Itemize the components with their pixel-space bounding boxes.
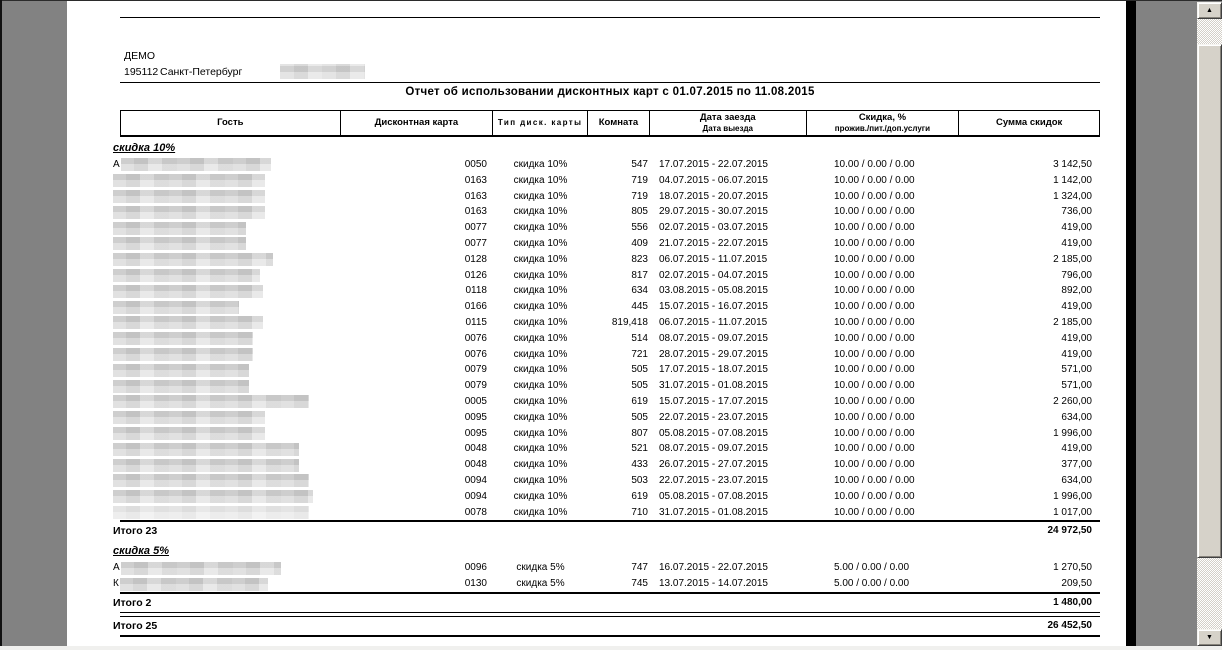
guest-name-redacted — [113, 206, 265, 219]
section-total-row — [113, 520, 1100, 540]
column-header-label: прожив./пит./доп.услуги — [834, 124, 931, 133]
sum-cell: 1 996,00 — [1053, 427, 1092, 439]
column-header-room — [588, 111, 650, 135]
guest-name-redacted — [113, 380, 249, 393]
dates-cell: 15.07.2015 - 16.07.2015 — [659, 301, 768, 313]
guest-name-redacted — [113, 285, 263, 298]
guest-name-cell — [113, 457, 333, 473]
dates-cell: 08.07.2015 - 09.07.2015 — [659, 332, 768, 344]
dates-cell: 17.07.2015 - 18.07.2015 — [659, 364, 768, 376]
table-row — [120, 394, 1100, 410]
room-cell: 619 — [631, 490, 648, 502]
card-type-cell: скидка 10% — [513, 474, 568, 486]
column-header-dates — [650, 111, 807, 135]
card-number-cell: 0163 — [464, 190, 487, 202]
dates-cell: 08.07.2015 - 09.07.2015 — [659, 443, 768, 455]
guest-name-redacted — [113, 395, 309, 408]
sum-cell: 634,00 — [1061, 411, 1092, 423]
discount-cell: 10.00 / 0.00 / 0.00 — [834, 174, 915, 186]
discount-cell: 10.00 / 0.00 / 0.00 — [834, 427, 915, 439]
discount-cell: 10.00 / 0.00 / 0.00 — [834, 411, 915, 423]
card-type-cell: скидка 10% — [513, 348, 568, 360]
sum-cell: 2 260,00 — [1053, 395, 1092, 407]
card-number-cell: 0118 — [465, 285, 487, 297]
org-zip: 195112 — [124, 66, 159, 78]
scrollbar-up-button[interactable] — [1197, 2, 1222, 19]
card-number-cell: 0096 — [464, 562, 487, 574]
card-number-cell: 0166 — [464, 301, 487, 313]
card-number-cell: 0050 — [464, 159, 487, 170]
sum-cell: 377,00 — [1061, 459, 1092, 471]
discount-cell: 10.00 / 0.00 / 0.00 — [834, 253, 915, 265]
table-row — [120, 426, 1100, 442]
card-number-cell: 0163 — [464, 206, 487, 218]
guest-name-redacted — [113, 364, 249, 377]
table-row — [120, 173, 1100, 189]
card-number-cell: 0095 — [464, 427, 487, 439]
dates-cell: 17.07.2015 - 22.07.2015 — [659, 159, 768, 170]
dates-cell: 26.07.2015 - 27.07.2015 — [659, 459, 768, 471]
table-body — [113, 137, 1100, 613]
guest-name-cell — [113, 189, 333, 205]
guest-name-redacted — [113, 348, 253, 361]
card-number-cell: 0079 — [464, 364, 487, 376]
dates-cell: 18.07.2015 - 20.07.2015 — [659, 190, 768, 202]
card-number-cell: 0079 — [464, 380, 487, 392]
sum-cell: 1 324,00 — [1053, 190, 1092, 202]
dates-cell: 22.07.2015 - 23.07.2015 — [659, 411, 768, 423]
card-type-cell: скидка 10% — [513, 427, 568, 439]
sum-cell: 209,50 — [1061, 578, 1092, 590]
discount-cell: 10.00 / 0.00 / 0.00 — [834, 364, 915, 376]
dates-cell: 31.07.2015 - 01.08.2015 — [659, 380, 768, 392]
table-row — [120, 457, 1100, 473]
card-type-cell: скидка 10% — [513, 443, 568, 455]
room-cell: 747 — [631, 562, 648, 574]
sum-cell: 419,00 — [1061, 301, 1092, 313]
table-row — [120, 378, 1100, 394]
column-header-label: Дата выезда — [702, 124, 753, 133]
section-total-sum: 24 972,50 — [1047, 525, 1092, 537]
table-row — [120, 236, 1100, 252]
discount-cell: 5.00 / 0.00 / 0.00 — [834, 562, 910, 574]
discount-cell: 5.00 / 0.00 / 0.00 — [834, 578, 910, 590]
dates-cell: 22.07.2015 - 23.07.2015 — [659, 474, 768, 486]
card-type-cell: скидка 10% — [513, 174, 568, 186]
column-header-label: Сумма скидок — [995, 117, 1063, 128]
table-row — [120, 410, 1100, 426]
guest-name-redacted — [113, 459, 299, 472]
sum-cell: 1 142,00 — [1053, 174, 1092, 186]
table-row — [120, 331, 1100, 347]
section-heading: скидка 10% — [113, 142, 176, 154]
guest-name-redacted — [113, 237, 246, 250]
guest-name-cell — [113, 441, 333, 457]
column-header-sum — [959, 111, 1099, 135]
org-divider-rule — [120, 82, 1100, 83]
report-title: Отчет об использовании дисконтных карт с 01.07.2015 по 11.08.2015 — [405, 86, 815, 98]
scrollbar-down-button[interactable] — [1197, 629, 1222, 646]
card-type-cell: скидка 10% — [513, 301, 568, 313]
room-cell: 514 — [631, 332, 648, 344]
guest-name-cell — [113, 489, 333, 505]
discount-cell: 10.00 / 0.00 / 0.00 — [834, 285, 915, 297]
table-row — [120, 252, 1100, 268]
guest-name-cell — [113, 252, 333, 268]
table-row — [113, 560, 1100, 576]
card-number-cell: 0005 — [464, 395, 487, 407]
table-row — [120, 189, 1100, 205]
dates-cell: 04.07.2015 - 06.07.2015 — [659, 174, 768, 186]
sum-cell: 419,00 — [1061, 237, 1092, 249]
room-cell: 721 — [631, 348, 648, 360]
guest-name-redacted — [113, 222, 246, 235]
column-header-label: Тип диск. карты — [497, 118, 583, 127]
guest-name-cell — [113, 236, 333, 252]
discount-cell: 10.00 / 0.00 / 0.00 — [834, 269, 915, 281]
guest-name-cell — [113, 268, 333, 284]
guest-name-cell — [113, 576, 333, 592]
table-row — [120, 220, 1100, 236]
card-type-cell: скидка 10% — [513, 395, 568, 407]
card-number-cell: 0048 — [464, 459, 487, 471]
card-type-cell: скидка 10% — [513, 380, 568, 392]
sum-cell: 796,00 — [1061, 269, 1092, 281]
discount-cell: 10.00 / 0.00 / 0.00 — [834, 490, 915, 502]
card-type-cell: скидка 10% — [513, 490, 568, 502]
card-type-cell: скидка 10% — [513, 190, 568, 202]
discount-cell: 10.00 / 0.00 / 0.00 — [834, 159, 915, 170]
discount-cell: 10.00 / 0.00 / 0.00 — [834, 459, 915, 471]
discount-cell: 10.00 / 0.00 / 0.00 — [834, 237, 915, 249]
guest-name-redacted — [121, 158, 271, 171]
table-header-row — [120, 110, 1100, 137]
table-row — [113, 157, 1100, 173]
room-cell: 556 — [631, 222, 648, 234]
table-row — [120, 268, 1100, 284]
card-number-cell: 0126 — [464, 269, 487, 281]
table-row — [120, 283, 1100, 299]
dates-cell: 05.08.2015 - 07.08.2015 — [659, 427, 768, 439]
room-cell: 619 — [631, 395, 648, 407]
room-cell: 505 — [631, 364, 648, 376]
dates-cell: 16.07.2015 - 22.07.2015 — [659, 562, 768, 574]
dates-cell: 15.07.2015 - 17.07.2015 — [659, 395, 768, 407]
guest-name-cell — [113, 473, 333, 489]
room-cell: 807 — [631, 427, 648, 439]
table-row — [120, 505, 1100, 521]
guest-name-cell — [113, 347, 333, 363]
room-cell: 505 — [631, 411, 648, 423]
guest-name-redacted — [113, 301, 239, 314]
table-row — [113, 576, 1100, 592]
room-cell: 823 — [631, 253, 648, 265]
guest-name-cell — [113, 315, 333, 331]
guest-name-redacted — [113, 190, 265, 203]
guest-name-cell — [113, 283, 333, 299]
room-cell: 819,418 — [611, 316, 648, 328]
guest-name-cell — [113, 362, 333, 378]
guest-initial: А — [113, 159, 120, 170]
column-header-guest — [121, 111, 341, 135]
card-number-cell: 0163 — [464, 174, 487, 186]
discount-cell: 10.00 / 0.00 / 0.00 — [834, 301, 915, 313]
card-type-cell: скидка 10% — [513, 206, 568, 218]
scrollbar-thumb[interactable] — [1197, 44, 1222, 558]
guest-name-cell — [113, 173, 333, 189]
room-cell: 445 — [631, 301, 648, 313]
guest-name-redacted — [113, 332, 253, 345]
room-cell: 710 — [631, 506, 648, 518]
card-type-cell: скидка 10% — [513, 269, 568, 281]
dates-cell: 28.07.2015 - 29.07.2015 — [659, 348, 768, 360]
discount-cell: 10.00 / 0.00 / 0.00 — [834, 474, 915, 486]
section-total-sum: 1 480,00 — [1053, 596, 1092, 608]
dates-cell: 06.07.2015 - 11.07.2015 — [659, 316, 768, 328]
discount-cell: 10.00 / 0.00 / 0.00 — [834, 206, 915, 218]
guest-name-redacted — [113, 253, 273, 266]
page-top-rule — [120, 17, 1100, 18]
table-row — [120, 347, 1100, 363]
table-row — [120, 315, 1100, 331]
card-type-cell: скидка 10% — [513, 459, 568, 471]
room-cell: 433 — [631, 459, 648, 471]
guest-name-cell — [113, 426, 333, 442]
column-header-card-type — [493, 111, 588, 135]
room-cell: 805 — [631, 206, 648, 218]
guest-name-cell — [113, 331, 333, 347]
dates-cell: 31.07.2015 - 01.08.2015 — [659, 506, 768, 518]
card-type-cell: скидка 10% — [513, 316, 568, 328]
card-type-cell: скидка 10% — [513, 222, 568, 234]
sum-cell: 571,00 — [1061, 364, 1092, 376]
card-number-cell: 0078 — [464, 506, 487, 518]
card-type-cell: скидка 10% — [513, 506, 568, 518]
room-cell: 634 — [631, 285, 648, 297]
sum-cell: 1 017,00 — [1053, 506, 1092, 518]
window-top-edge — [0, 0, 1222, 1]
card-type-cell: скидка 10% — [513, 332, 568, 344]
guest-name-redacted — [113, 490, 313, 503]
guest-name-cell — [113, 560, 333, 576]
discount-cell: 10.00 / 0.00 / 0.00 — [834, 506, 915, 518]
sum-cell: 634,00 — [1061, 474, 1092, 486]
window-bottom-edge — [0, 646, 1222, 650]
guest-name-redacted — [113, 443, 299, 456]
up-arrow-icon: ▲ — [1206, 7, 1213, 14]
table-row — [120, 299, 1100, 315]
card-number-cell: 0076 — [464, 348, 487, 360]
guest-name-cell — [113, 157, 333, 173]
table-row — [120, 362, 1100, 378]
org-name: ДЕМО — [124, 50, 156, 62]
sum-cell: 419,00 — [1061, 348, 1092, 360]
card-number-cell: 0130 — [464, 578, 487, 590]
guest-name-redacted — [113, 506, 309, 519]
section-total-label: Итого 23 — [113, 525, 158, 538]
vertical-scrollbar[interactable] — [1197, 2, 1222, 646]
section-total-label: Итого 2 — [113, 596, 152, 609]
discount-cell: 10.00 / 0.00 / 0.00 — [834, 348, 915, 360]
column-header-label: Комната — [598, 117, 639, 128]
section-heading: скидка 5% — [113, 545, 169, 558]
discount-cell: 10.00 / 0.00 / 0.00 — [834, 222, 915, 234]
card-number-cell: 0095 — [464, 411, 487, 423]
sum-cell: 892,00 — [1061, 285, 1092, 297]
guest-name-redacted — [113, 411, 265, 424]
guest-name-redacted — [120, 578, 268, 591]
card-number-cell: 0094 — [464, 490, 487, 502]
column-header-label: Скидка, % — [858, 112, 907, 123]
dates-cell: 02.07.2015 - 04.07.2015 — [659, 269, 768, 281]
card-type-cell: скидка 5% — [516, 562, 565, 574]
guest-name-redacted — [113, 174, 265, 187]
card-number-cell: 0076 — [464, 332, 487, 344]
card-number-cell: 0115 — [465, 316, 487, 328]
guest-name-redacted — [113, 474, 309, 487]
sum-cell: 419,00 — [1061, 443, 1092, 455]
sum-cell: 3 142,50 — [1053, 159, 1092, 170]
guest-name-redacted — [113, 269, 260, 282]
sum-cell: 2 185,00 — [1053, 316, 1092, 328]
room-cell: 719 — [631, 190, 648, 202]
card-type-cell: скидка 10% — [513, 364, 568, 376]
guest-name-cell — [113, 394, 333, 410]
org-city: Санкт-Петербург — [160, 66, 243, 78]
grand-total-sum: 26 452,50 — [1047, 619, 1092, 631]
guest-initial: К — [113, 578, 119, 590]
guest-name-cell — [113, 505, 333, 521]
column-header-card — [341, 111, 494, 135]
grand-total-label: Итого 25 — [113, 619, 158, 632]
room-cell: 503 — [631, 474, 648, 486]
sum-cell: 2 185,00 — [1053, 253, 1092, 265]
card-number-cell: 0128 — [464, 253, 487, 265]
dates-cell: 13.07.2015 - 14.07.2015 — [659, 578, 768, 590]
sum-cell: 419,00 — [1061, 222, 1092, 234]
room-cell: 817 — [631, 269, 648, 281]
sum-cell: 419,00 — [1061, 332, 1092, 344]
card-number-cell: 0094 — [464, 474, 487, 486]
report-table — [113, 110, 1100, 637]
org-address-redacted — [280, 64, 365, 79]
down-arrow-icon: ▼ — [1206, 634, 1213, 641]
guest-name-cell — [113, 204, 333, 220]
card-type-cell: скидка 5% — [516, 578, 565, 590]
room-cell: 521 — [631, 443, 648, 455]
discount-cell: 10.00 / 0.00 / 0.00 — [834, 380, 915, 392]
card-type-cell: скидка 10% — [513, 411, 568, 423]
room-cell: 505 — [631, 380, 648, 392]
card-type-cell: скидка 10% — [513, 159, 568, 170]
guest-name-redacted — [113, 427, 265, 440]
card-number-cell: 0048 — [464, 443, 487, 455]
sum-cell: 736,00 — [1061, 206, 1092, 218]
discount-cell: 10.00 / 0.00 / 0.00 — [834, 190, 915, 202]
dates-cell: 06.07.2015 - 11.07.2015 — [659, 253, 768, 265]
report-page — [67, 0, 1126, 646]
guest-name-cell — [113, 378, 333, 394]
table-row — [120, 204, 1100, 220]
dates-cell: 29.07.2015 - 30.07.2015 — [659, 206, 768, 218]
table-row — [120, 489, 1100, 505]
column-header-label: Гость — [217, 117, 244, 128]
guest-name-redacted — [121, 562, 281, 575]
dates-cell: 21.07.2015 - 22.07.2015 — [659, 237, 768, 249]
room-cell: 409 — [631, 237, 648, 249]
card-type-cell: скидка 10% — [513, 285, 568, 297]
discount-cell: 10.00 / 0.00 / 0.00 — [834, 443, 915, 455]
table-row — [120, 473, 1100, 489]
column-header-discount — [807, 111, 960, 135]
guest-name-cell — [113, 220, 333, 236]
discount-cell: 10.00 / 0.00 / 0.00 — [834, 332, 915, 344]
discount-cell: 10.00 / 0.00 / 0.00 — [834, 395, 915, 407]
window-left-edge — [0, 0, 2, 650]
dates-cell: 03.08.2015 - 05.08.2015 — [659, 285, 768, 297]
dates-cell: 02.07.2015 - 03.07.2015 — [659, 222, 768, 234]
sum-cell: 1 996,00 — [1053, 490, 1092, 502]
sum-cell: 571,00 — [1061, 380, 1092, 392]
card-type-cell: скидка 10% — [513, 237, 568, 249]
column-header-label: Дата заезда — [699, 112, 756, 123]
guest-initial: А — [113, 562, 120, 574]
room-cell: 547 — [631, 159, 648, 170]
card-number-cell: 0077 — [464, 222, 487, 234]
card-type-cell: скидка 10% — [513, 253, 568, 265]
grand-total-row — [113, 616, 1100, 637]
sum-cell: 1 270,50 — [1053, 562, 1092, 574]
guest-name-redacted — [113, 316, 263, 329]
card-number-cell: 0077 — [464, 237, 487, 249]
discount-cell: 10.00 / 0.00 / 0.00 — [834, 316, 915, 328]
page-drop-shadow — [1126, 0, 1136, 646]
section-total-row — [113, 592, 1100, 613]
table-row — [120, 441, 1100, 457]
guest-name-cell — [113, 410, 333, 426]
dates-cell: 05.08.2015 - 07.08.2015 — [659, 490, 768, 502]
room-cell: 745 — [631, 578, 648, 590]
column-header-label: Дисконтная карта — [374, 117, 459, 128]
room-cell: 719 — [631, 174, 648, 186]
guest-name-cell — [113, 299, 333, 315]
